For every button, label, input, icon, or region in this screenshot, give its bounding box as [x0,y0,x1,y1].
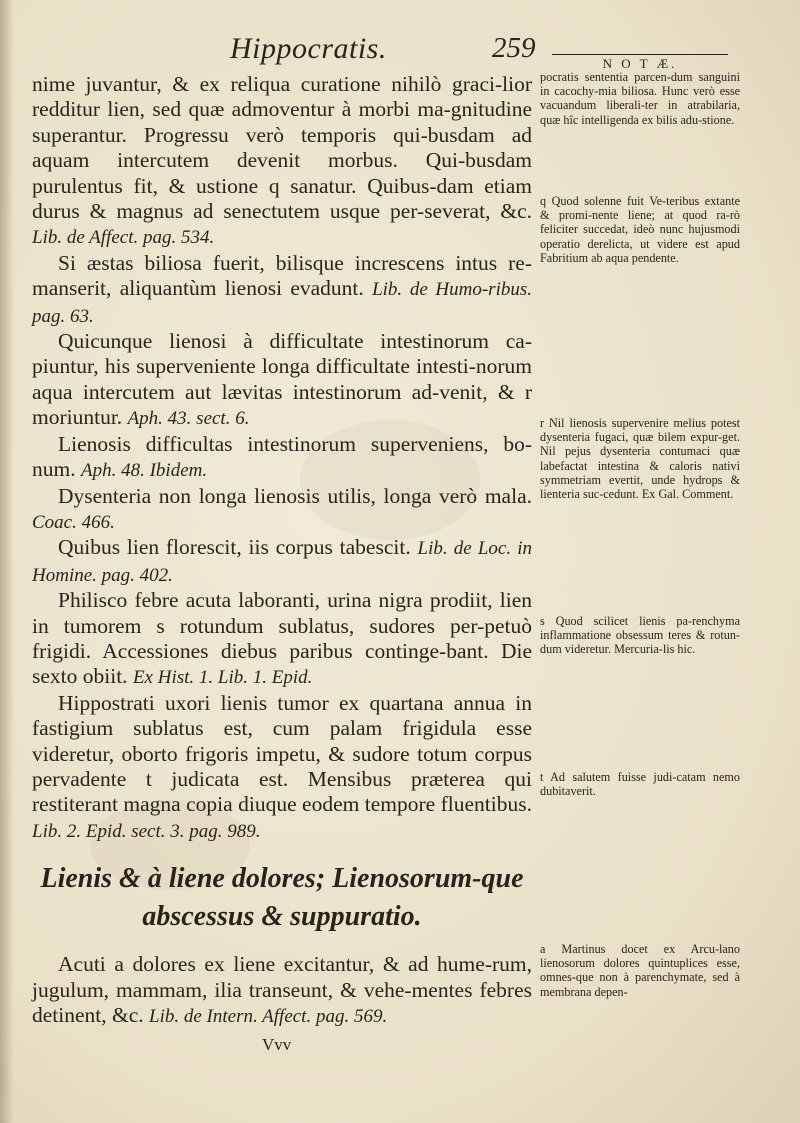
paragraph-text: Philisco febre acuta laboranti, urina nigra prodiit, lien in tumorem s rotundum sublatus, sudores per-petuò frigidi. Accessiones diebus paribus continge-bant. Die sexto obiit. [32,588,532,689]
note-r: r Nil lienosis supervenire melius potest dysenteria fugaci, quæ bilem expur-get. Nil pejus dysenteria contumaci quæ labefactat intestina & caloris nativi symmetriam evertit, unde hydrops & lienteria suc-cedunt. Ex Gal. Comment. [540,416,740,502]
running-head: Hippocratis. [230,32,387,65]
paragraph [32,484,532,536]
paragraph [32,329,532,432]
note-q: q Quod solenne fuit Ve-teribus extante & promi-nente liene; at quod ra-rò feliciter succedat, ideò nunc hujusmodi operatio derelicta, ut videre est apud Fabritium ab aqua pendente. [540,194,740,265]
paragraph [32,691,532,844]
paragraph [32,588,532,691]
main-text-column [32,72,532,1055]
citation: Lib. de Humo-ribus. pag. 63. [32,279,533,327]
paragraph [32,432,532,484]
note-t: t Ad salutem fuisse judi-catam nemo dubitaverit. [540,770,740,799]
citation: Lib. 2. Epid. sect. 3. pag. 989. [32,820,261,842]
paragraph-text: Acuti a dolores ex liene excitantur, & ad hume-rum, jugulum, mammam, ilia transeunt, & vehe-mentes febres detinent, &c. [32,952,532,1027]
citation: Lib. de Intern. Affect. pag. 569. [149,1006,388,1027]
paragraph [32,535,532,588]
paragraph [32,952,532,1029]
signature-mark: Vvv [262,1035,292,1055]
citation: Lib. de Loc. in Homine. pag. 402. [32,538,533,586]
section-heading: Lienis & à liene dolores; Lienosorum-que abscessus & suppuratio. [40,863,524,933]
citation: Lib. de Affect. pag. 534. [32,227,215,249]
paragraph-text: Si æstas biliosa fuerit, bilisque increscens intus re-manserit, aliquantùm lienosi evadunt. [32,250,532,301]
paragraph-text: Dysenteria non longa lienosis utilis, longa verò mala. [58,483,532,508]
paragraph-text: Quicunque lienosi à difficultate intestinorum ca-piuntur, his superveniente longa difficultate intesti-norum aqua intercutem aut lævitas intestinorum ad-venit, & r moriuntur. [32,329,532,430]
page-number: 259 [492,32,536,64]
citation: Aph. 43. sect. 6. [127,408,250,430]
paragraph-text: Quibus lien florescit, iis corpus tabescit. [58,535,411,560]
paragraph-text: Lienosis difficultas intestinorum superveniens, bo-num. [32,431,532,482]
notes-heading: N O T Æ. [552,54,728,72]
note-a: a Martinus docet ex Arcu-lano lienosorum dolores quintuplices esse, omnes-que non à parenchymate, sed à membrana depen- [540,942,740,999]
citation: Aph. 48. Ibidem. [80,460,208,482]
paragraph [32,72,532,251]
citation: Coac. 466. [32,511,115,533]
note-s: s Quod scilicet lienis pa-renchyma inflammatione obsessum teres & rotun-dum videretur. Mercuria-lis hic. [540,614,740,657]
paragraph-text: nime juvantur, & ex reliqua curatione nihilò graci-lior redditur lien, sed quæ admoventur à morbi ma-gnitudine superantur. Progressu verò temporis qui-busdam ad aquam intercutem devenit morbus. Qui-busdam purulentus fit, & ustione q sanatur. Quibus-dam etiam durus & magnus ad senectutem usque per-severat, &c. [32,72,532,224]
note-continued: pocratis sententia parcen-dum sanguini in cacochy-mia biliosa. Hunc verò esse vacuandum liberali-ter in atrabilaria, quæ hîc intelligenda ex bilis adu-stione. [540,70,740,127]
page-edge-shadow [0,0,14,1123]
paragraph-text: Hippostrati uxori lienis tumor ex quartana annua in fastigium sublatus est, cum palam frigidula esse videretur, oborto frigoris impetu, & sudore totum corpus pervadente t judicata est. Mensibus præterea qui restiterant magna copia diuque eodem tempore fluentibus. [32,690,532,817]
citation: Ex Hist. 1. Lib. 1. Epid. [132,667,313,689]
paragraph [32,251,532,329]
